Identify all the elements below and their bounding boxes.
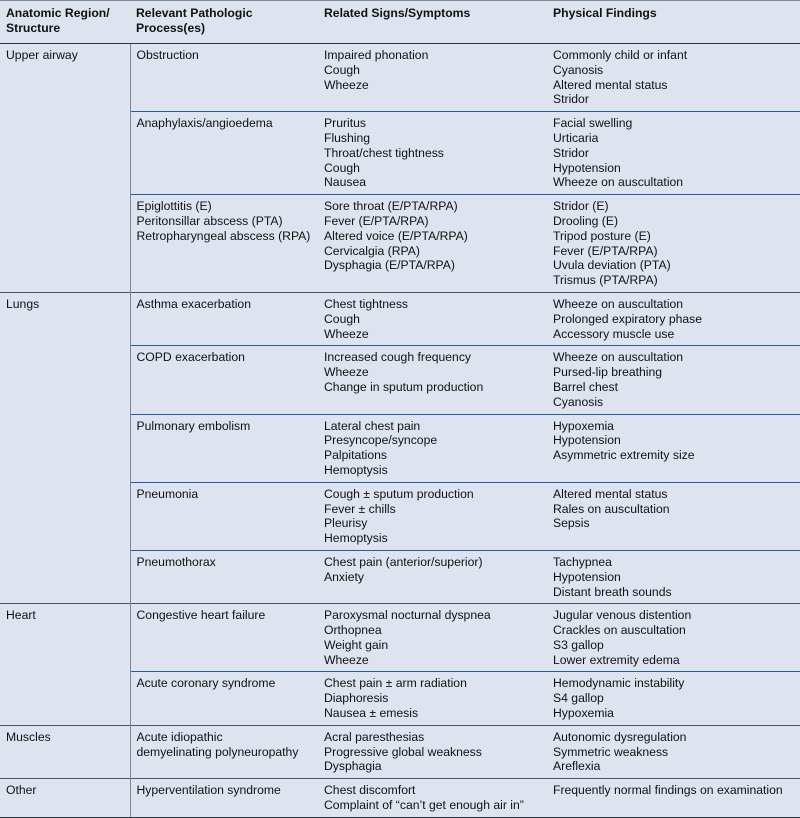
sign-line: Cough bbox=[324, 160, 360, 175]
signs-cell bbox=[318, 44, 547, 112]
header-findings: Physical Findings bbox=[547, 1, 800, 44]
finding-line: Altered mental status bbox=[553, 77, 668, 92]
sign-line: Fever ± chills bbox=[324, 501, 396, 516]
sign-line: Complaint of “can’t get enough air in” bbox=[324, 798, 524, 813]
process-cell bbox=[130, 112, 318, 195]
finding-line: Lower extremity edema bbox=[553, 652, 680, 667]
process-line: Asthma exacerbation bbox=[136, 296, 251, 311]
finding-line: Tripod posture (E) bbox=[553, 228, 651, 243]
findings-cell bbox=[547, 195, 800, 293]
sign-line: Anxiety bbox=[324, 569, 364, 584]
process-line: Peritonsillar abscess (PTA) bbox=[136, 213, 283, 228]
signs-cell bbox=[318, 414, 547, 482]
findings-cell bbox=[547, 672, 800, 725]
sign-line: Throat/chest tightness bbox=[324, 145, 444, 160]
table-body bbox=[0, 44, 800, 818]
sign-line: Pruritus bbox=[324, 116, 366, 131]
process-cell bbox=[130, 725, 318, 778]
sign-line: Cough bbox=[324, 311, 360, 326]
sign-line: Dysphagia bbox=[324, 759, 382, 774]
sign-line: Impaired phonation bbox=[324, 48, 429, 62]
signs-cell bbox=[318, 482, 547, 550]
region-cell: Lungs bbox=[0, 292, 130, 603]
sign-line: Palpitations bbox=[324, 448, 388, 463]
finding-line: Accessory muscle use bbox=[553, 326, 675, 341]
findings-cell bbox=[547, 112, 800, 195]
sign-line: Dysphagia (E/PTA/RPA) bbox=[324, 258, 455, 273]
table-row bbox=[0, 779, 800, 818]
finding-line: Tachypnea bbox=[553, 554, 612, 569]
region-cell: Other bbox=[0, 779, 130, 818]
table-row bbox=[0, 292, 800, 345]
sign-line: Change in sputum production bbox=[324, 379, 484, 394]
sign-line: Presyncope/syncope bbox=[324, 433, 438, 448]
sign-line: Pleurisy bbox=[324, 516, 368, 531]
sign-line: Orthopnea bbox=[324, 623, 382, 638]
signs-cell bbox=[318, 292, 547, 345]
finding-line: Commonly child or infant bbox=[553, 48, 688, 62]
process-line: Anaphylaxis/angioedema bbox=[136, 116, 273, 131]
process-line: demyelinating polyneuropathy bbox=[136, 744, 299, 759]
finding-line: Distant breath sounds bbox=[553, 584, 672, 599]
table-row bbox=[0, 604, 800, 672]
process-cell bbox=[130, 346, 318, 414]
finding-line: Wheeze on auscultation bbox=[553, 296, 684, 311]
findings-cell bbox=[547, 44, 800, 112]
sign-line: Chest pain (anterior/superior) bbox=[324, 554, 483, 569]
process-cell bbox=[130, 550, 318, 603]
findings-cell bbox=[547, 346, 800, 414]
signs-cell bbox=[318, 672, 547, 725]
table-row bbox=[0, 725, 800, 778]
finding-line: Urticaria bbox=[553, 130, 599, 145]
process-line: Hyperventilation syndrome bbox=[136, 783, 281, 798]
process-line: Epiglottitis (E) bbox=[136, 199, 212, 214]
sign-line: Weight gain bbox=[324, 637, 389, 652]
process-line: Pneumonia bbox=[136, 486, 199, 501]
sign-line: Nausea bbox=[324, 175, 367, 190]
process-line: Pulmonary embolism bbox=[136, 418, 251, 433]
region-cell: Muscles bbox=[0, 725, 130, 778]
finding-line: Wheeze on auscultation bbox=[553, 175, 684, 190]
findings-cell bbox=[547, 725, 800, 778]
sign-line: Flushing bbox=[324, 130, 371, 145]
finding-line: Facial swelling bbox=[553, 116, 633, 131]
finding-line: Hypotension bbox=[553, 433, 621, 448]
process-cell bbox=[130, 195, 318, 293]
process-cell bbox=[130, 672, 318, 725]
sign-line: Acral paresthesias bbox=[324, 729, 425, 744]
region-cell: Upper airway bbox=[0, 44, 130, 293]
finding-line: Symmetric weakness bbox=[553, 744, 669, 759]
finding-line: S3 gallop bbox=[553, 637, 604, 652]
findings-cell bbox=[547, 550, 800, 603]
process-cell bbox=[130, 779, 318, 818]
finding-line: Stridor (E) bbox=[553, 199, 609, 214]
finding-line: Trismus (PTA/RPA) bbox=[553, 273, 658, 288]
finding-line: S4 gallop bbox=[553, 691, 604, 706]
finding-line: Cyanosis bbox=[553, 62, 604, 77]
process-cell bbox=[130, 604, 318, 672]
header-region: Anatomic Region/ Structure bbox=[0, 1, 130, 44]
sign-line: Cervicalgia (RPA) bbox=[324, 243, 420, 258]
finding-line: Hypotension bbox=[553, 160, 621, 175]
finding-line: Pursed-lip breathing bbox=[553, 365, 663, 380]
finding-line: Cyanosis bbox=[553, 394, 604, 409]
process-line: Congestive heart failure bbox=[136, 608, 266, 623]
finding-line: Prolonged expiratory phase bbox=[553, 311, 703, 326]
sign-line: Sore throat (E/PTA/RPA) bbox=[324, 199, 458, 214]
sign-line: Progressive global weakness bbox=[324, 744, 482, 759]
finding-line: Frequently normal findings on examination bbox=[553, 783, 783, 798]
finding-line: Sepsis bbox=[553, 516, 590, 531]
sign-line: Chest discomfort bbox=[324, 783, 416, 798]
sign-line: Fever (E/PTA/RPA) bbox=[324, 213, 429, 228]
sign-line: Hemoptysis bbox=[324, 531, 388, 546]
sign-line: Lateral chest pain bbox=[324, 418, 421, 433]
finding-line: Hemodynamic instability bbox=[553, 676, 685, 691]
sign-line: Altered voice (E/PTA/RPA) bbox=[324, 228, 468, 243]
sign-line: Cough bbox=[324, 62, 360, 77]
finding-line: Altered mental status bbox=[553, 486, 668, 501]
process-cell bbox=[130, 292, 318, 345]
process-line: Acute idiopathic bbox=[136, 729, 223, 744]
process-cell bbox=[130, 482, 318, 550]
signs-cell bbox=[318, 195, 547, 293]
finding-line: Stridor bbox=[553, 145, 589, 160]
finding-line: Hypoxemia bbox=[553, 706, 614, 721]
process-cell bbox=[130, 414, 318, 482]
finding-line: Hypoxemia bbox=[553, 418, 614, 433]
table-header bbox=[0, 1, 800, 44]
sign-line: Wheeze bbox=[324, 365, 369, 380]
process-line: Pneumothorax bbox=[136, 554, 216, 569]
signs-cell bbox=[318, 550, 547, 603]
signs-cell bbox=[318, 112, 547, 195]
process-line: COPD exacerbation bbox=[136, 350, 245, 365]
sign-line: Paroxysmal nocturnal dyspnea bbox=[324, 608, 491, 623]
sign-line: Nausea ± emesis bbox=[324, 706, 419, 721]
finding-line: Rales on auscultation bbox=[553, 501, 670, 516]
sign-line: Wheeze bbox=[324, 77, 369, 92]
findings-cell bbox=[547, 482, 800, 550]
sign-line: Increased cough frequency bbox=[324, 350, 472, 365]
sign-line: Hemoptysis bbox=[324, 462, 388, 477]
finding-line: Drooling (E) bbox=[553, 213, 619, 228]
header-signs: Related Signs/Symptoms bbox=[318, 1, 547, 44]
process-cell bbox=[130, 44, 318, 112]
process-line: Retropharyngeal abscess (RPA) bbox=[136, 228, 311, 243]
sign-line: Chest tightness bbox=[324, 296, 409, 311]
finding-line: Autonomic dysregulation bbox=[553, 729, 687, 744]
header-process: Relevant Pathologic Process(es) bbox=[130, 1, 318, 44]
finding-line: Areflexia bbox=[553, 759, 601, 774]
sign-line: Wheeze bbox=[324, 652, 369, 667]
finding-line: Stridor bbox=[553, 92, 589, 107]
sign-line: Cough ± sputum production bbox=[324, 486, 474, 501]
finding-line: Hypotension bbox=[553, 569, 621, 584]
table-row bbox=[0, 44, 800, 112]
sign-line: Chest pain ± arm radiation bbox=[324, 676, 467, 691]
finding-line: Barrel chest bbox=[553, 379, 619, 394]
signs-cell bbox=[318, 725, 547, 778]
signs-cell bbox=[318, 346, 547, 414]
finding-line: Uvula deviation (PTA) bbox=[553, 258, 671, 273]
sign-line: Wheeze bbox=[324, 326, 369, 341]
signs-cell bbox=[318, 779, 547, 818]
region-cell: Heart bbox=[0, 604, 130, 726]
finding-line: Jugular venous distention bbox=[553, 608, 692, 623]
finding-line: Fever (E/PTA/RPA) bbox=[553, 243, 658, 258]
findings-cell bbox=[547, 414, 800, 482]
finding-line: Wheeze on auscultation bbox=[553, 350, 684, 365]
finding-line: Crackles on auscultation bbox=[553, 623, 686, 638]
findings-cell bbox=[547, 604, 800, 672]
finding-line: Asymmetric extremity size bbox=[553, 448, 695, 463]
process-line: Acute coronary syndrome bbox=[136, 676, 276, 691]
findings-cell bbox=[547, 292, 800, 345]
findings-cell bbox=[547, 779, 800, 818]
signs-cell bbox=[318, 604, 547, 672]
sign-line: Diaphoresis bbox=[324, 691, 389, 706]
process-line: Obstruction bbox=[136, 48, 199, 62]
